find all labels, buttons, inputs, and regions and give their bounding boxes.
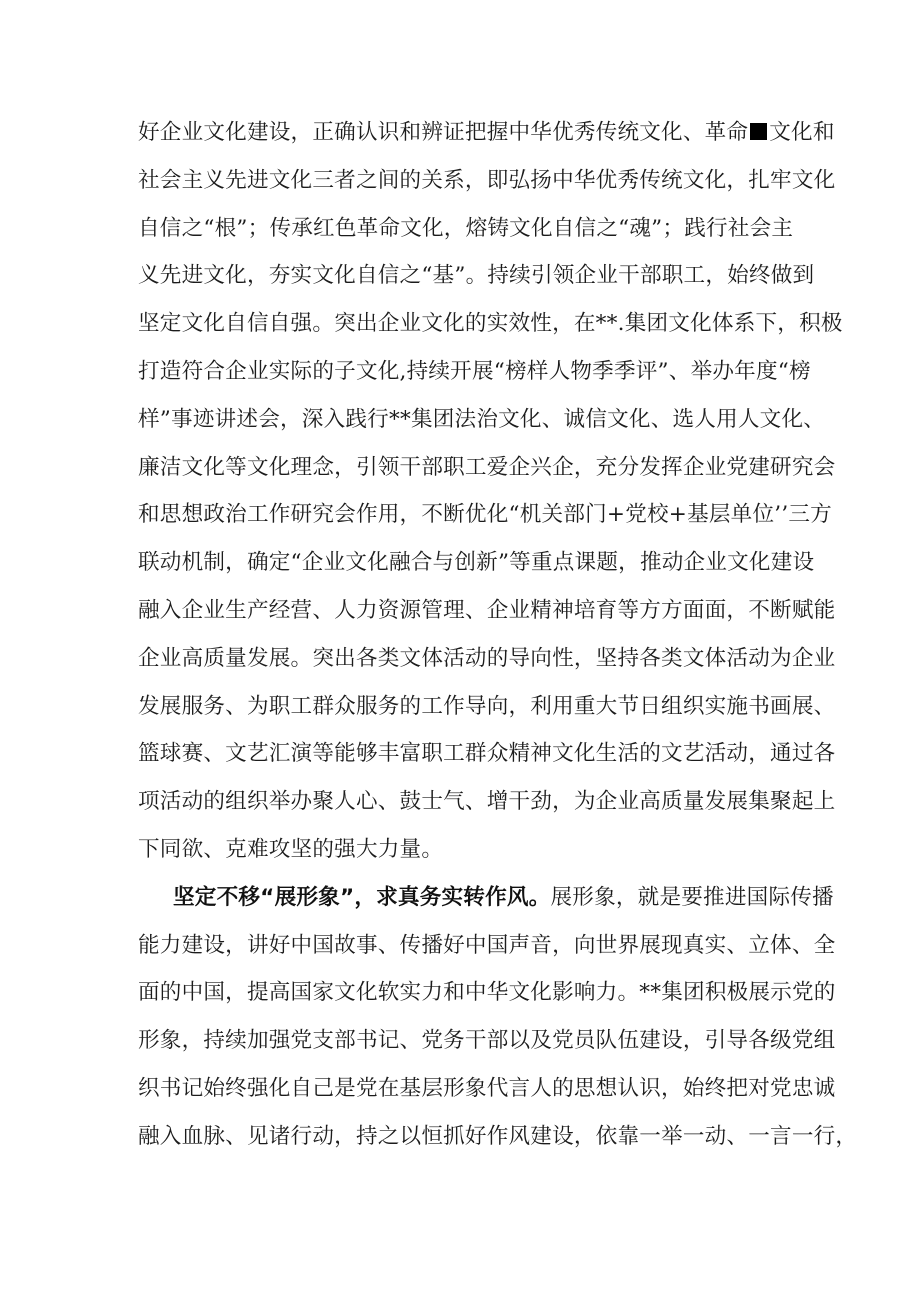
paragraph-corporate-culture bbox=[138, 109, 843, 874]
text-line: 融入血脉、见诸行动，持之以恒抓好作风建设，依靠一举一动、一言一行， bbox=[138, 1123, 858, 1149]
text-line: 企业高质量发展。突出各类文体活动的导向性，坚持各类文体活动为企业 bbox=[138, 645, 836, 671]
text-line: 坚定文化自信自强。突出企业文化的实效性，在**.集团文化体系下，积极 bbox=[138, 311, 843, 337]
paragraph-show-image bbox=[138, 874, 858, 1161]
text-line: 自信之“根”；传承红色革命文化，熔铸文化自信之“魂”；践行社会主 bbox=[138, 215, 794, 241]
text-line: 织书记始终强化自己是党在基层形象代言人的思想认识，始终把对党忠诚 bbox=[138, 1075, 836, 1101]
text-line: 项活动的组织举办聚人心、鼓士气、增干劲，为企业高质量发展集聚起上 bbox=[138, 789, 836, 815]
paragraph-heading: 坚定不移“展形象”，求真务实转作风。 bbox=[173, 884, 551, 910]
text-line: 廉洁文化等文化理念，引领干部职工爱企兴企，充分发挥企业党建研究会 bbox=[138, 454, 836, 480]
text-line: 下同欲、克难攻坚的强大力量。 bbox=[138, 836, 444, 862]
text-line: 篮球赛、文艺汇演等能够丰富职工群众精神文化生活的文艺活动，通过各 bbox=[138, 741, 836, 767]
text-line: 样”事迹讲述会，深入践行**集团法治文化、诚信文化、选人用人文化、 bbox=[138, 406, 826, 432]
text-segment: 好企业文化建设，正确认识和辨证把握中华优秀传统文化、革命 bbox=[138, 120, 749, 145]
text-line: 融入企业生产经营、人力资源管理、企业精神培育等方方面面，不断赋能 bbox=[138, 597, 836, 623]
text-line: 面的中国，提高国家文化软实力和中华文化影响力。**集团积极展示党的 bbox=[138, 980, 836, 1006]
text-line: 义先进文化，夯实文化自信之“基”。持续引领企业干部职工，始终做到 bbox=[138, 263, 815, 289]
redaction-block bbox=[750, 123, 767, 140]
text-line bbox=[138, 874, 834, 922]
text-segment: 文化和 bbox=[769, 120, 835, 145]
text-line: 打造符合企业实际的子文化,持续开展“榜样人物季季评”、举办年度“榜 bbox=[138, 358, 811, 384]
text-line: 社会主义先进文化三者之间的关系，即弘扬中华优秀传统文化，扎牢文化 bbox=[138, 167, 836, 193]
text-line: 联动机制，确定“企业文化融合与创新”等重点课题，推动企业文化建设 bbox=[138, 550, 815, 576]
text-line: 形象，持续加强党支部书记、党务干部以及党员队伍建设，引导各级党组 bbox=[138, 1028, 836, 1054]
document-body bbox=[138, 109, 858, 1161]
text-line bbox=[138, 109, 835, 157]
text-line: 能力建设，讲好中国故事、传播好中国声音，向世界展现真实、立体、全 bbox=[138, 932, 836, 958]
text-line: 发展服务、为职工群众服务的工作导向，利用重大节日组织实施书画展、 bbox=[138, 693, 836, 719]
text-segment: 展形象，就是要推进国际传播 bbox=[550, 884, 834, 910]
text-line: 和思想政治工作研究会作用，不断优化“机关部门+党校+基层单位’’三方 bbox=[138, 502, 832, 528]
